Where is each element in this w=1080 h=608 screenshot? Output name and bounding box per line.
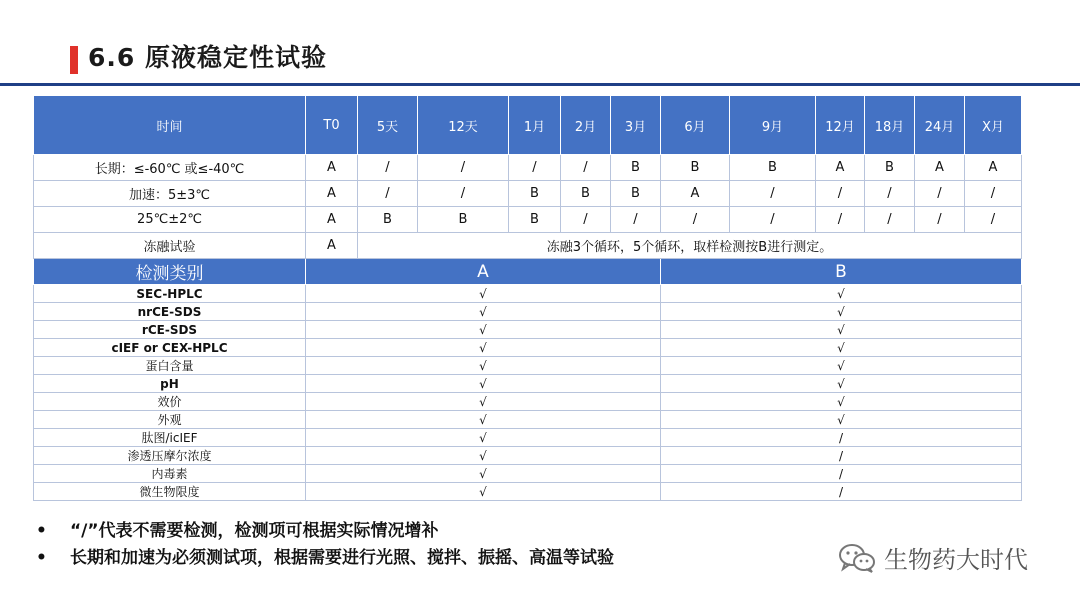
- test-group-b-mark: √: [661, 393, 1022, 411]
- test-group-a-mark: √: [306, 411, 661, 429]
- condition-cell: /: [915, 207, 965, 233]
- stability-table: [33, 95, 1022, 501]
- test-category-header: 检测类别: [34, 259, 306, 285]
- test-name: cIEF or CEX-HPLC: [34, 339, 306, 357]
- condition-cell: /: [661, 207, 730, 233]
- test-name: 蛋白含量: [34, 357, 306, 375]
- condition-cell: /: [611, 207, 661, 233]
- condition-cell: B: [418, 207, 509, 233]
- timepoint-header: 12天: [418, 96, 509, 155]
- timepoint-header: 24月: [915, 96, 965, 155]
- test-group-b-mark: √: [661, 357, 1022, 375]
- timepoint-header: 12月: [816, 96, 865, 155]
- test-group-a-mark: √: [306, 393, 661, 411]
- test-name: nrCE-SDS: [34, 303, 306, 321]
- condition-cell: B: [561, 181, 611, 207]
- condition-row-25c: [34, 207, 1022, 233]
- timepoint-header: X月: [965, 96, 1022, 155]
- condition-cell: A: [306, 155, 358, 181]
- test-group-b-mark: /: [661, 483, 1022, 501]
- wechat-icon: [838, 542, 876, 574]
- test-row: [34, 447, 1022, 465]
- condition-cell: A: [915, 155, 965, 181]
- condition-cell: /: [358, 155, 418, 181]
- condition-cell: /: [816, 181, 865, 207]
- test-row: [34, 375, 1022, 393]
- test-name: rCE-SDS: [34, 321, 306, 339]
- test-name: 效价: [34, 393, 306, 411]
- condition-cell: A: [965, 155, 1022, 181]
- test-name: 内毒素: [34, 465, 306, 483]
- condition-cell: /: [358, 181, 418, 207]
- condition-cell: B: [611, 155, 661, 181]
- test-group-b-mark: /: [661, 429, 1022, 447]
- test-row: [34, 285, 1022, 303]
- condition-cell: /: [865, 181, 915, 207]
- condition-cell: A: [306, 207, 358, 233]
- condition-cell: B: [611, 181, 661, 207]
- timepoint-header: 9月: [730, 96, 816, 155]
- group-a-header: A: [306, 259, 661, 285]
- footnote-text: “/”代表不需要检测，检测项可根据实际情况增补: [70, 521, 439, 541]
- watermark-text: 生物药大时代: [884, 546, 1028, 574]
- page-title: 6.6 原液稳定性试验: [88, 43, 327, 72]
- timepoint-header-row: [34, 96, 1022, 155]
- test-row: [34, 465, 1022, 483]
- condition-cell: A: [816, 155, 865, 181]
- test-name: 微生物限度: [34, 483, 306, 501]
- condition-cell: B: [509, 207, 561, 233]
- test-row: [34, 303, 1022, 321]
- test-group-a-mark: √: [306, 303, 661, 321]
- group-b-header: B: [661, 259, 1022, 285]
- test-row: [34, 393, 1022, 411]
- condition-cell: A: [661, 181, 730, 207]
- condition-cell: /: [561, 155, 611, 181]
- test-group-b-mark: √: [661, 375, 1022, 393]
- condition-cell: /: [865, 207, 915, 233]
- test-group-a-mark: √: [306, 483, 661, 501]
- test-group-b-mark: √: [661, 339, 1022, 357]
- condition-row-long-term: [34, 155, 1022, 181]
- test-group-a-mark: √: [306, 339, 661, 357]
- condition-cell: /: [509, 155, 561, 181]
- test-row: [34, 483, 1022, 501]
- condition-cell: /: [915, 181, 965, 207]
- watermark: [838, 540, 1028, 575]
- test-group-b-mark: √: [661, 321, 1022, 339]
- test-name: pH: [34, 375, 306, 393]
- freeze-thaw-row: [34, 233, 1022, 259]
- test-group-a-mark: √: [306, 357, 661, 375]
- footnote-item: [36, 545, 614, 572]
- condition-cell: B: [509, 181, 561, 207]
- condition-cell: A: [306, 181, 358, 207]
- timepoint-header: 2月: [561, 96, 611, 155]
- bullet-icon: •: [36, 548, 47, 568]
- condition-cell: /: [418, 155, 509, 181]
- test-group-b-mark: /: [661, 447, 1022, 465]
- footnote-item: [36, 518, 614, 545]
- timepoint-header: 6月: [661, 96, 730, 155]
- test-group-b-mark: √: [661, 303, 1022, 321]
- condition-cell: /: [730, 181, 816, 207]
- condition-cell: /: [965, 207, 1022, 233]
- test-group-b-mark: √: [661, 285, 1022, 303]
- title-accent-bar: [70, 46, 78, 74]
- test-group-a-mark: √: [306, 285, 661, 303]
- condition-cell: B: [730, 155, 816, 181]
- timepoint-header: 5天: [358, 96, 418, 155]
- test-group-b-mark: /: [661, 465, 1022, 483]
- bullet-icon: •: [36, 521, 47, 541]
- timepoint-header: 1月: [509, 96, 561, 155]
- test-name: 肽图/icIEF: [34, 429, 306, 447]
- test-group-a-mark: √: [306, 429, 661, 447]
- condition-cell: /: [561, 207, 611, 233]
- condition-cell: B: [661, 155, 730, 181]
- condition-cell: /: [730, 207, 816, 233]
- test-name: 外观: [34, 411, 306, 429]
- title-divider: [0, 83, 1080, 86]
- test-category-header-row: [34, 259, 1022, 285]
- condition-cell: /: [816, 207, 865, 233]
- test-name: 渗透压摩尔浓度: [34, 447, 306, 465]
- test-group-a-mark: √: [306, 321, 661, 339]
- test-group-b-mark: √: [661, 411, 1022, 429]
- test-row: [34, 357, 1022, 375]
- freeze-thaw-label: 冻融试验: [34, 233, 306, 259]
- freeze-thaw-t0: A: [306, 233, 358, 259]
- timepoint-header: 3月: [611, 96, 661, 155]
- freeze-thaw-note: 冻融3个循环，5个循环，取样检测按B进行测定。: [358, 233, 1022, 259]
- timepoint-header: 18月: [865, 96, 915, 155]
- condition-cell: B: [865, 155, 915, 181]
- condition-label: 长期：≤-60℃ 或≤-40℃: [34, 155, 306, 181]
- condition-cell: /: [965, 181, 1022, 207]
- condition-label: 加速：5±3℃: [34, 181, 306, 207]
- condition-label: 25℃±2℃: [34, 207, 306, 233]
- test-row: [34, 411, 1022, 429]
- footnotes: [36, 518, 614, 572]
- condition-cell: /: [418, 181, 509, 207]
- test-row: [34, 321, 1022, 339]
- condition-row-accelerated: [34, 181, 1022, 207]
- test-row: [34, 429, 1022, 447]
- test-group-a-mark: √: [306, 447, 661, 465]
- test-row: [34, 339, 1022, 357]
- timepoint-header: T0: [306, 96, 358, 155]
- time-header: 时间: [34, 96, 306, 155]
- condition-cell: B: [358, 207, 418, 233]
- test-group-a-mark: √: [306, 375, 661, 393]
- footnote-text: 长期和加速为必须测试项，根据需要进行光照、搅拌、振摇、高温等试验: [70, 548, 614, 568]
- test-group-a-mark: √: [306, 465, 661, 483]
- test-name: SEC-HPLC: [34, 285, 306, 303]
